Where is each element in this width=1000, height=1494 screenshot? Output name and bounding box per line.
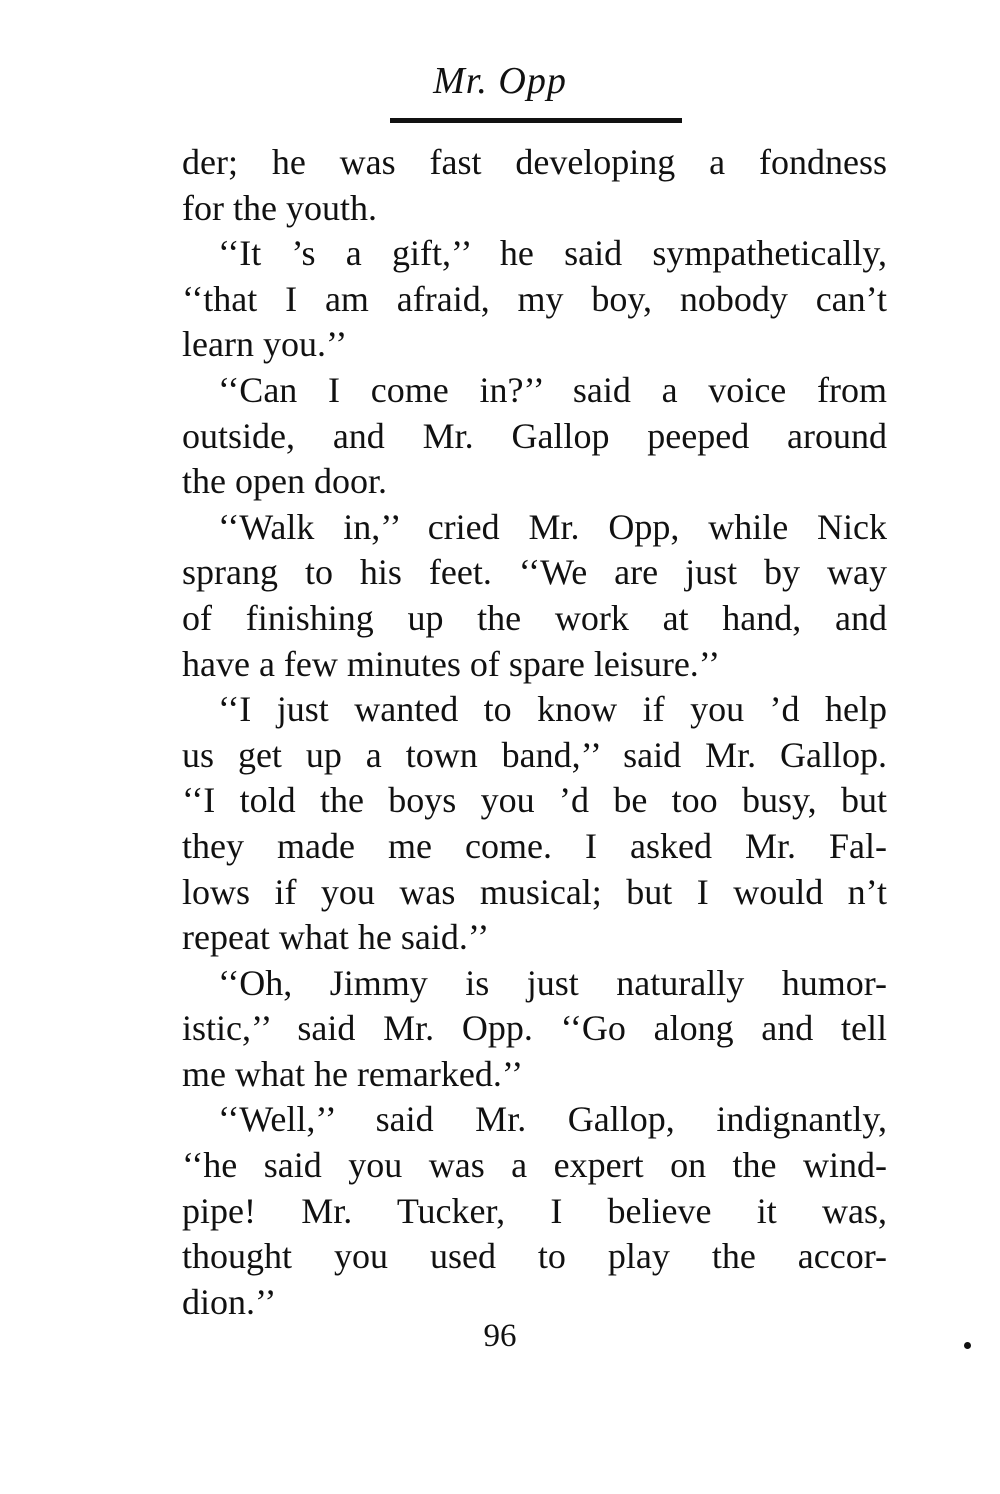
- text-line: ‘‘I just wanted to know if you ’d help: [218, 689, 887, 730]
- text-line: der; he was fast developing a fondness: [182, 142, 887, 182]
- text-line: the open door.: [182, 461, 387, 502]
- header-rule: [390, 118, 682, 123]
- text-line: learn you.’’: [182, 324, 348, 365]
- text-line: repeat what he said.’’: [182, 917, 490, 958]
- text-line: sprang to his feet. ‘‘We are just by way: [182, 552, 887, 593]
- text-line: ‘‘Walk in,’’ cried Mr. Opp, while Nick: [218, 506, 887, 547]
- running-head: Mr. Opp: [433, 60, 567, 102]
- text-line: ‘‘It ’s a gift,’’ he said sympathetically,: [218, 233, 887, 274]
- page-number: 96: [483, 1318, 517, 1354]
- text-line: ‘‘I told the boys you ’d be too busy, but: [182, 780, 887, 821]
- text-line: have a few minutes of spare leisure.’’: [182, 643, 721, 684]
- text-line: of finishing up the work at hand, and: [182, 597, 887, 638]
- text-line: lows if you was musical; but I would n’t: [182, 871, 887, 912]
- text-line: ‘‘that I am afraid, my boy, nobody can’t: [182, 278, 887, 319]
- text-line: us get up a town band,’’ said Mr. Gallop.: [182, 734, 887, 775]
- text-line: for the youth.: [182, 187, 377, 228]
- text-line: ‘‘he said you was a expert on the wind-: [182, 1145, 887, 1186]
- text-line: istic,’’ said Mr. Opp. ‘‘Go along and tell: [182, 1008, 887, 1049]
- text-line: me what he remarked.’’: [182, 1053, 524, 1094]
- body-text: [182, 140, 887, 1325]
- text-line: ‘‘Can I come in?’’ said a voice from: [218, 369, 887, 410]
- text-line: ‘‘Well,’’ said Mr. Gallop, indignantly,: [218, 1099, 887, 1140]
- text-line: dion.’’: [182, 1281, 277, 1322]
- text-line: pipe! Mr. Tucker, I believe it was,: [182, 1190, 887, 1231]
- text-line: ‘‘Oh, Jimmy is just naturally humor-: [218, 962, 887, 1003]
- text-line: thought you used to play the accor-: [182, 1236, 887, 1277]
- ink-speck: [964, 1342, 971, 1349]
- text-line: outside, and Mr. Gallop peeped around: [182, 415, 887, 456]
- text-line: they made me come. I asked Mr. Fal-: [182, 825, 887, 866]
